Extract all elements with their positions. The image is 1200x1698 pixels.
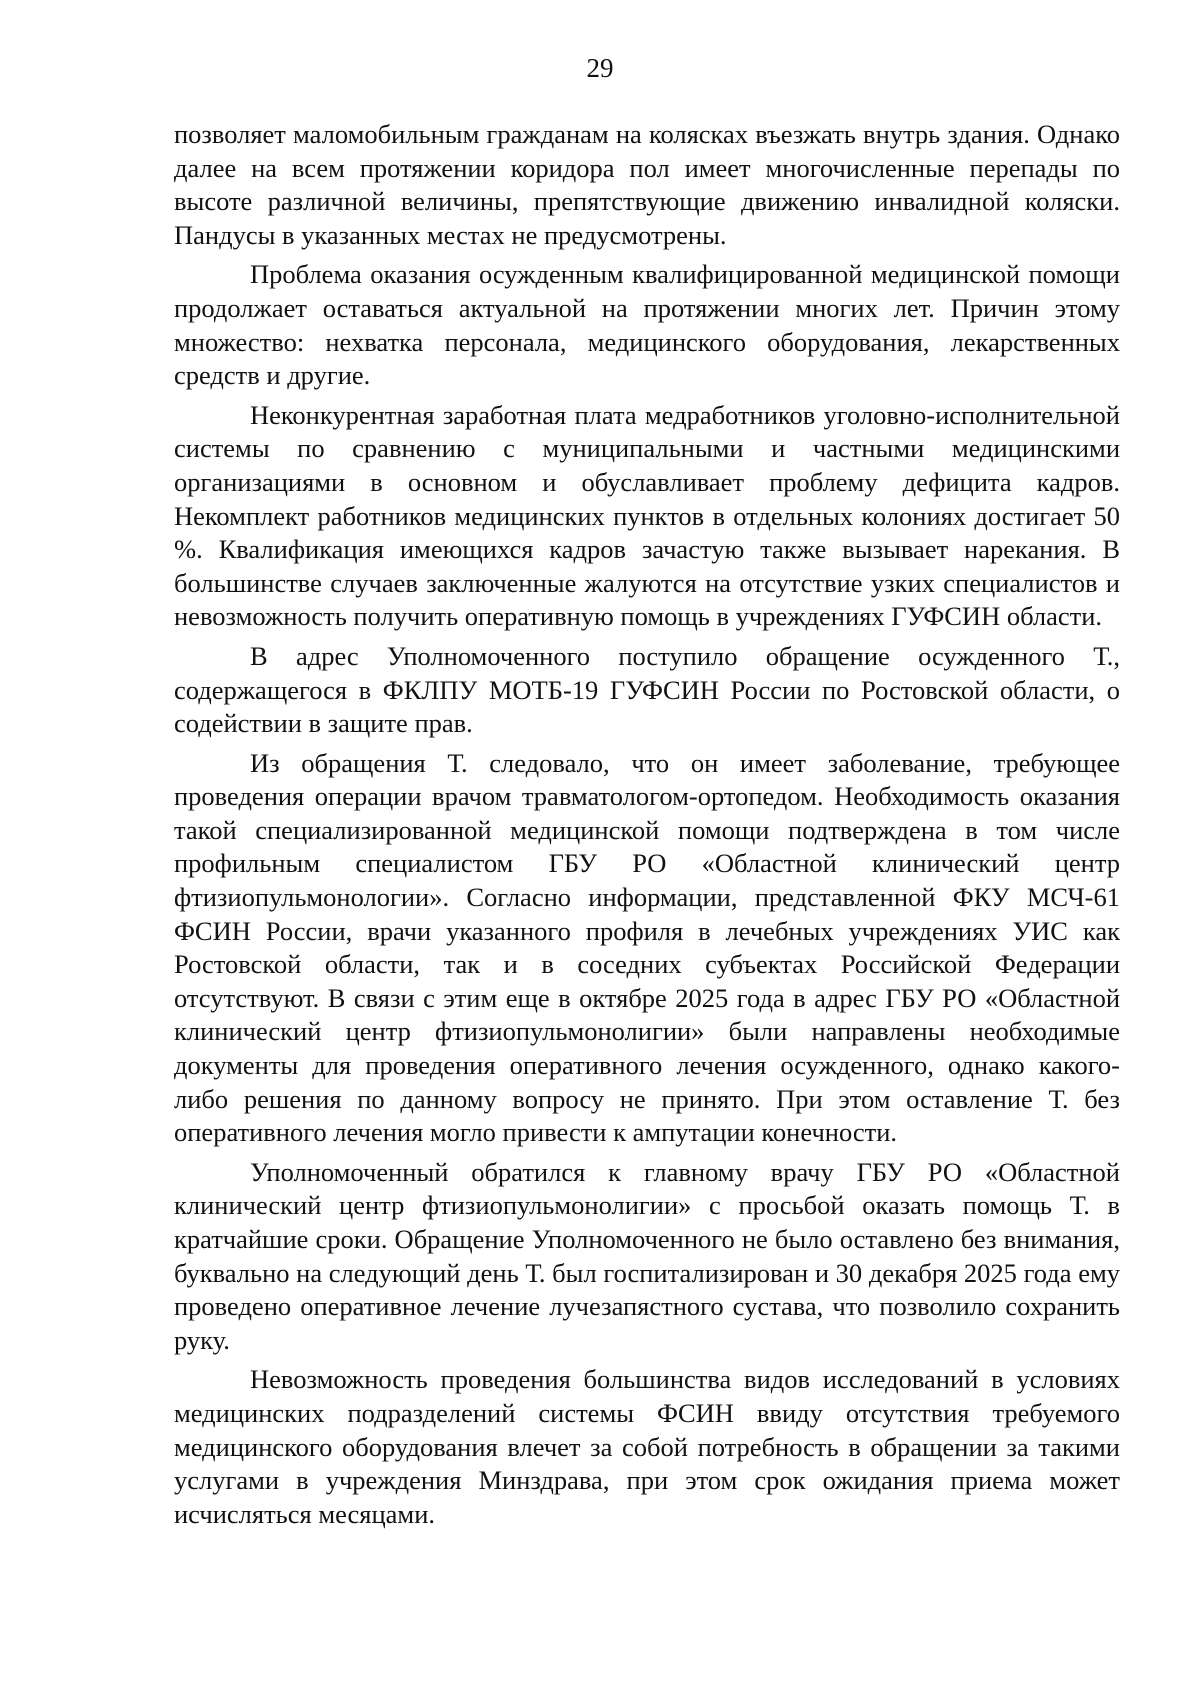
paragraph: Проблема оказания осужденным квалифицированной медицинской помощи продолжает оставаться актуальной на протяжении многих лет. Причин этому множество: нехватка персонала, медицинского оборудования, лекарственных средств и другие.	[174, 259, 1120, 391]
paragraph: Невозможность проведения большинства видов исследований в условиях медицинских подразделений системы ФСИН ввиду отсутствия требуемого медицинского оборудования влечет за собой потребность в обращении за такими услугами в учреждения Минздрава, при этом срок ожидания приема может исчисляться месяцами.	[174, 1364, 1120, 1529]
paragraph: Уполномоченный обратился к главному врачу ГБУ РО «Областной клинический центр фтизиопульмонолигии» с просьбой оказать помощь Т. в кратчайшие сроки. Обращение Уполномоченного не было оставлено без внимания, буквально на следующий день Т. был госпитализирован и 30 декабря 2025 года ему проведено оперативное лечение лучезапястного сустава, что позволило сохранить руку.	[174, 1156, 1120, 1355]
paragraph: Неконкурентная заработная плата медработников уголовно-исполнительной системы по сравнению с муниципальными и частными медицинскими организациями в основном и обуславливает проблему дефицита кадров. Некомплект работников медицинских пунктов в отдельных колониях достигает 50 %. Квалификация имеющихся кадров зачастую также вызывает нарекания. В большинстве случаев заключенные жалуются на отсутствие узких специалистов и невозможность получить оперативную помощь в учреждениях ГУФСИН области.	[174, 399, 1120, 632]
paragraph: В адрес Уполномоченного поступило обращение осужденного Т., содержащегося в ФКЛПУ МОТБ-19 ГУФСИН России по Ростовской области, о содействии в защите прав.	[174, 640, 1120, 739]
paragraph: позволяет маломобильным гражданам на колясках въезжать внутрь здания. Однако далее на всем протяжении коридора пол имеет многочисленные перепады по высоте различной величины, препятствующие движению инвалидной коляски. Пандусы в указанных местах не предусмотрены.	[174, 119, 1120, 250]
page-number: 29	[586, 53, 614, 83]
document-body	[174, 118, 1120, 1537]
paragraph: Из обращения Т. следовало, что он имеет заболевание, требующее проведения операции врачом травматологом-ортопедом. Необходимость оказания такой специализированной медицинской помощи подтверждена в том числе профильным специалистом ГБУ РО «Областной клинический центр фтизиопульмонологии». Согласно информации, представленной ФКУ МСЧ-61 ФСИН России, врачи указанного профиля в лечебных учреждениях УИС как Ростовской области, так и в соседних субъектах Российской Федерации отсутствуют. В связи с этим еще в октябре 2025 года в адрес ГБУ РО «Областной клинический центр фтизиопульмонолигии» были направлены необходимые документы для проведения оперативного лечения осужденного, однако какого-либо решения по данному вопросу не принято. При этом оставление Т. без оперативного лечения могло привести к ампутации конечности.	[174, 747, 1120, 1148]
